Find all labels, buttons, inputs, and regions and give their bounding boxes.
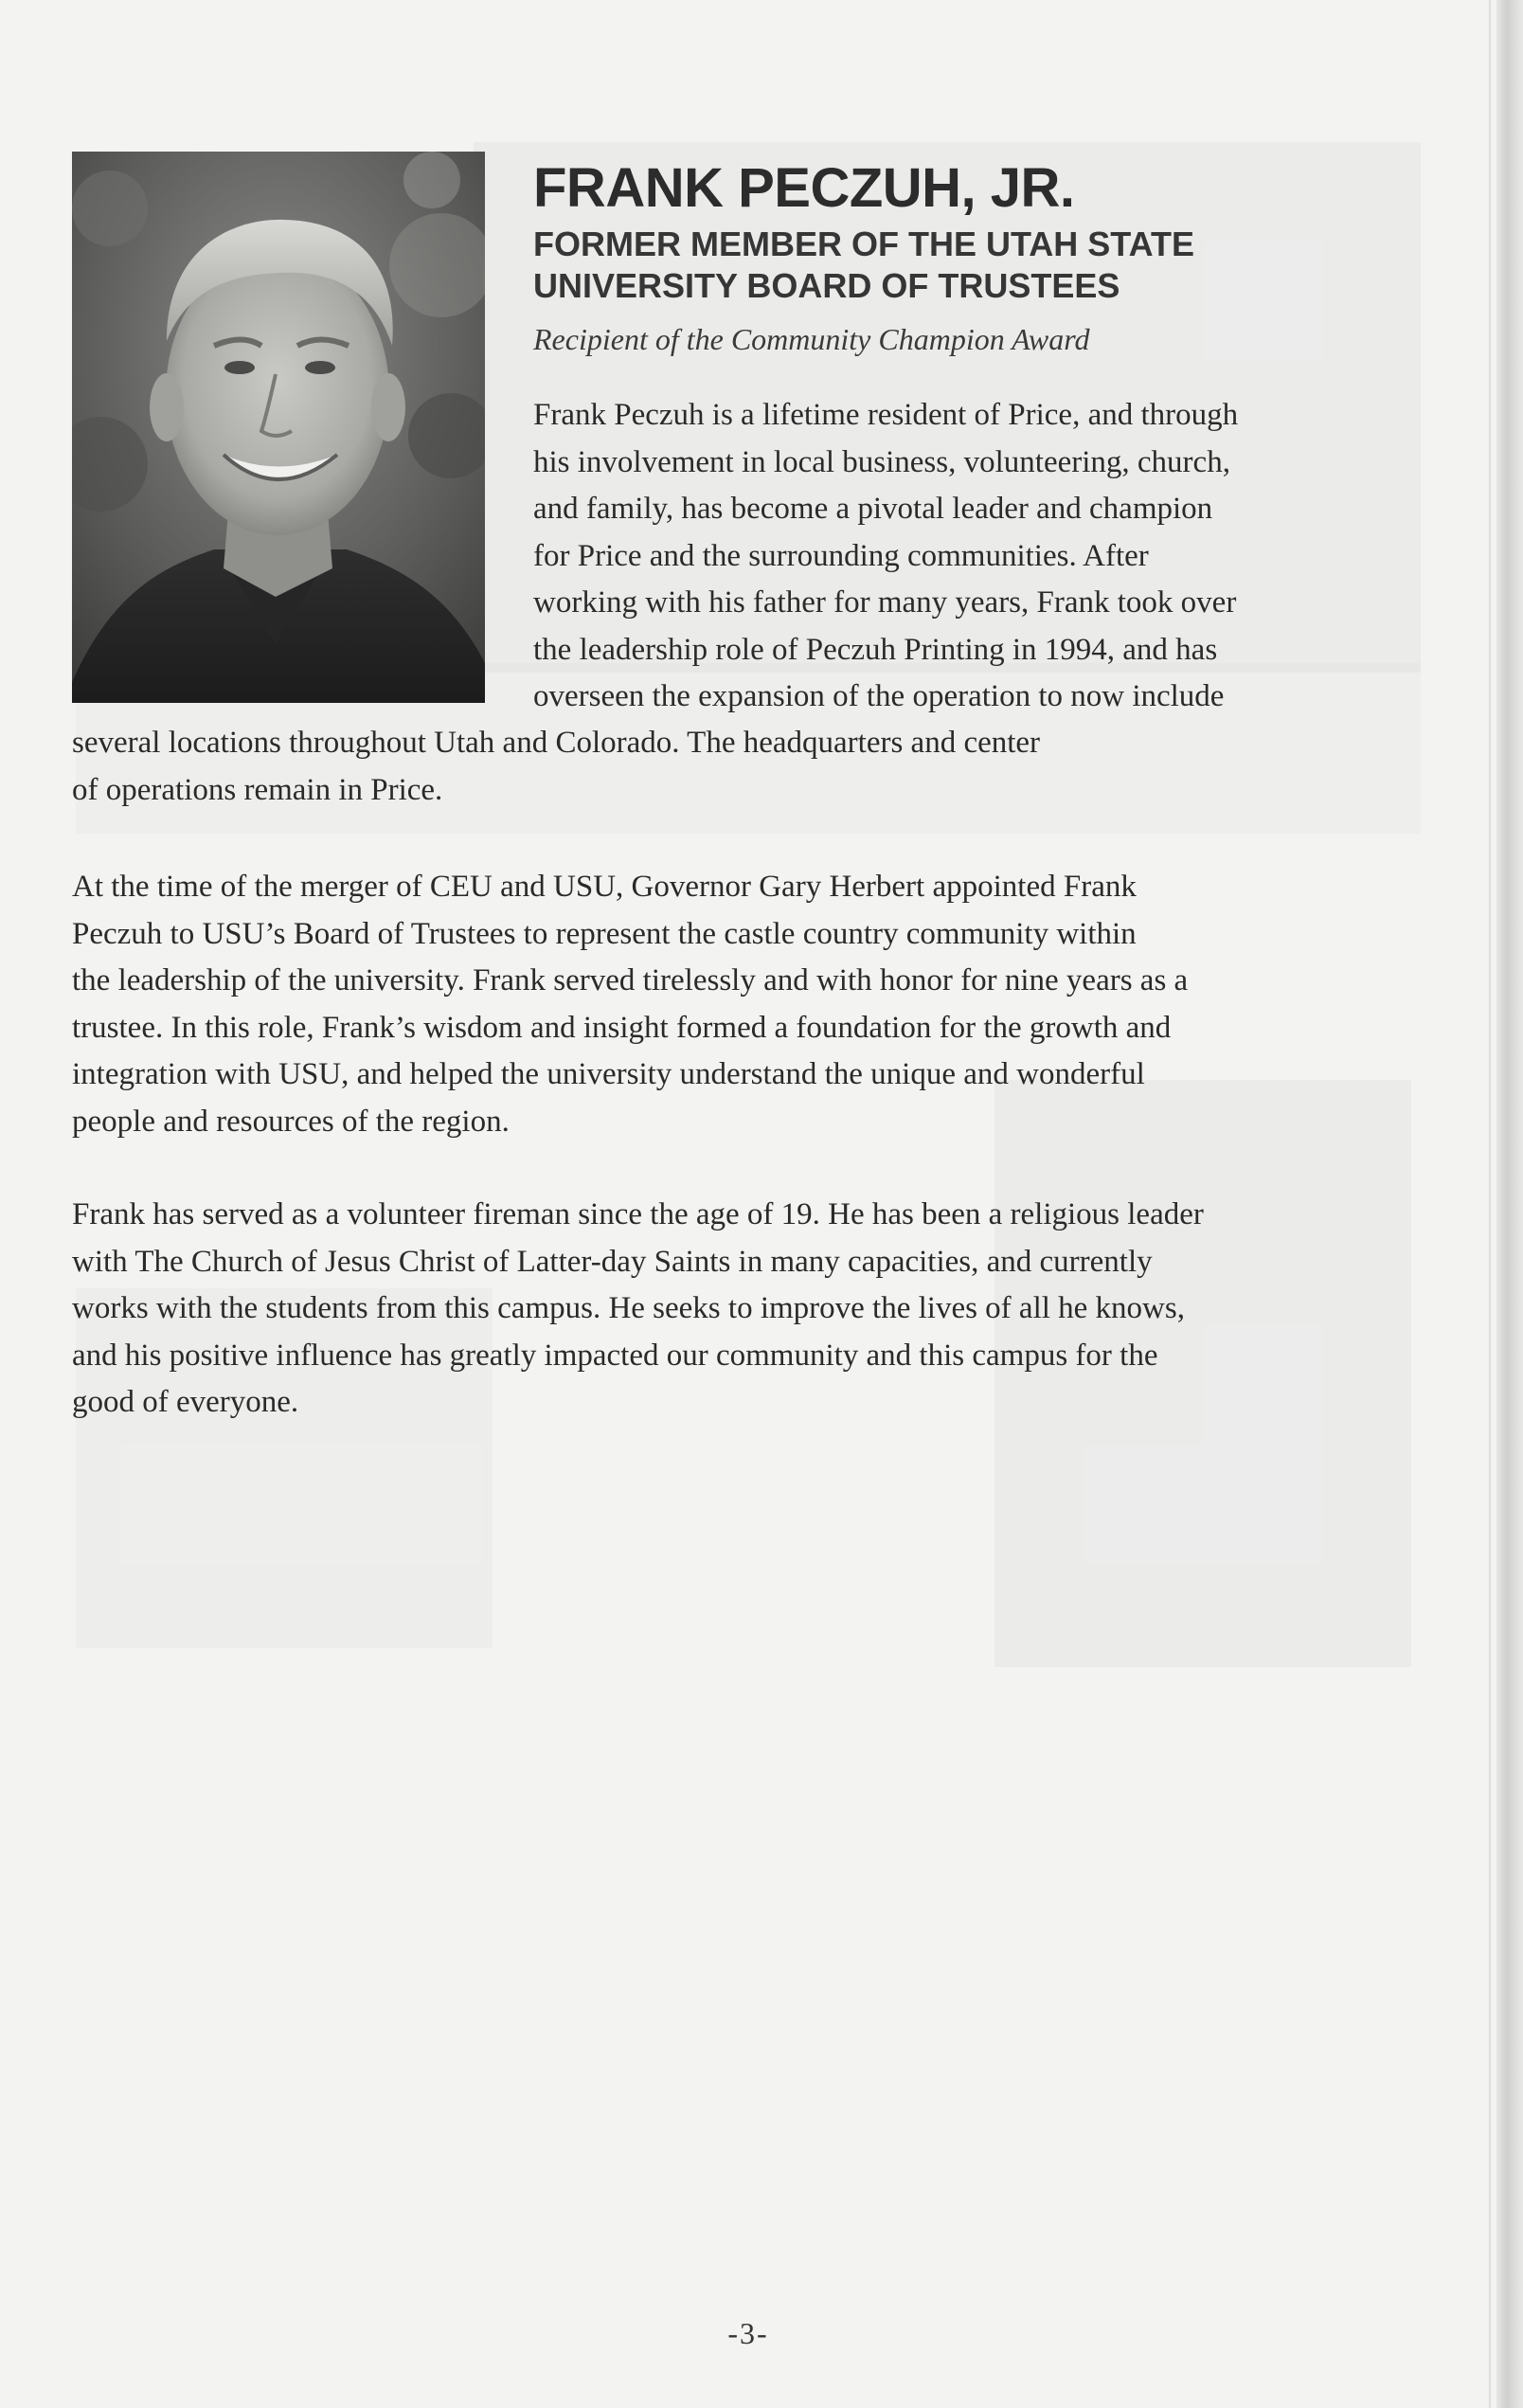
page-number: -3- <box>727 2316 769 2350</box>
text-line: good of everyone. <box>72 1385 299 1419</box>
portrait-photo <box>72 152 485 703</box>
text-line: of operations remain in Price. <box>72 772 443 807</box>
award-line: Recipient of the Community Champion Award <box>533 322 1090 356</box>
text-line: Frank has served as a volunteer fireman since the age of 19. He has been a religious leader <box>72 1197 1204 1231</box>
profile-name: FRANK PECZUH, JR. <box>533 157 1075 219</box>
text-line: several locations throughout Utah and Colorado. The headquarters and center <box>72 726 1041 760</box>
text-line: the leadership role of Peczuh Printing in 1994, and has <box>533 632 1218 667</box>
page-edge <box>1496 0 1523 2408</box>
text-line: with The Church of Jesus Christ of Latter-day Saints in many capacities, and currently <box>72 1244 1153 1279</box>
text-line: overseen the expansion of the operation to now include <box>533 679 1225 713</box>
paragraph-intro-continued <box>72 720 1040 814</box>
paragraph-trustee <box>72 864 1188 1145</box>
paragraph-service <box>72 1192 1204 1427</box>
profile-title-line: UNIVERSITY BOARD OF TRUSTEES <box>533 266 1120 305</box>
text-line: for Price and the surrounding communities. After <box>533 538 1149 573</box>
text-line: trustee. In this role, Frank’s wisdom and insight formed a foundation for the growth and <box>72 1010 1172 1045</box>
text-line: Frank Peczuh is a lifetime resident of Price, and through <box>533 398 1239 432</box>
text-line: integration with USU, and helped the university understand the unique and wonderful <box>72 1057 1145 1091</box>
paragraph-intro-wrapped <box>533 392 1238 721</box>
text-line: working with his father for many years, Frank took over <box>533 585 1237 620</box>
profile-title-line: FORMER MEMBER OF THE UTAH STATE <box>533 225 1194 263</box>
text-line: Peczuh to USU’s Board of Trustees to represent the castle country community within <box>72 916 1137 951</box>
text-line: and his positive influence has greatly impacted our community and this campus for the <box>72 1338 1158 1373</box>
page-binding-line <box>1489 0 1491 2408</box>
text-line: his involvement in local business, volunteering, church, <box>533 444 1230 479</box>
text-line: people and resources of the region. <box>72 1104 510 1139</box>
text-line: the leadership of the university. Frank served tirelessly and with honor for nine years as a <box>72 963 1189 997</box>
text-line: At the time of the merger of CEU and USU, Governor Gary Herbert appointed Frank <box>72 870 1137 904</box>
profile-title <box>533 224 1348 307</box>
text-line: and family, has become a pivotal leader and champion <box>533 492 1213 526</box>
text-line: works with the students from this campus. He seeks to improve the lives of all he knows, <box>72 1291 1185 1325</box>
